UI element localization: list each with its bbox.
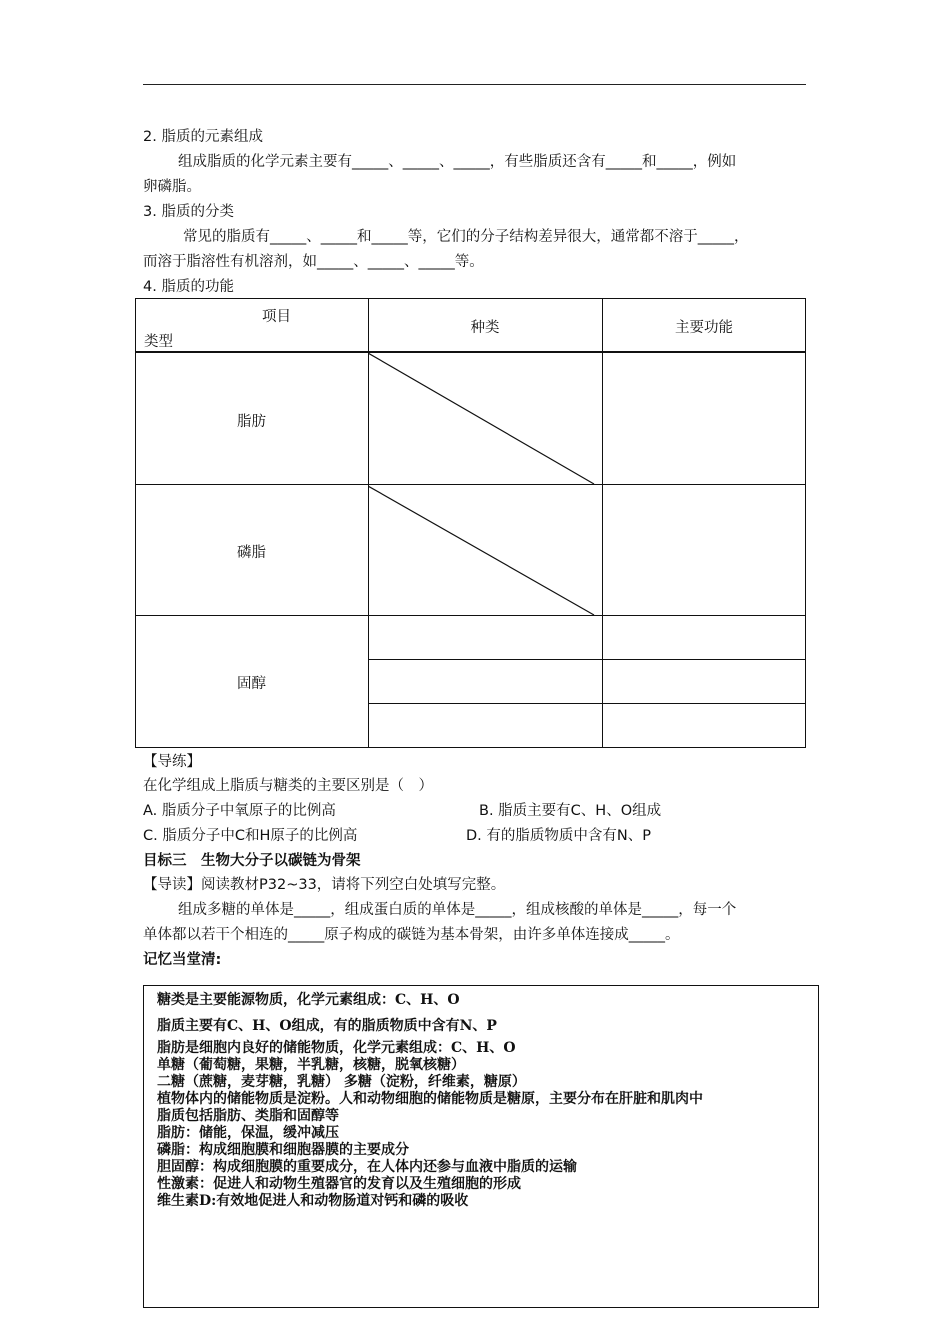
practice-question: 在化学组成上脂质与糖类的主要区别是（ ） — [143, 778, 433, 794]
section4-heading: 4. 脂质的功能 — [143, 279, 234, 295]
memory-heading: 记忆当堂清: — [143, 952, 222, 968]
memory-line: 脂质主要有C、H、O组成，有的脂质物质中含有N、P — [157, 1018, 497, 1034]
memory-line: 性激素：促进人和动物生殖器官的发育以及生殖细胞的形成 — [157, 1176, 521, 1192]
option-d: D. 有的脂质物质中含有N、P — [466, 828, 651, 844]
top-rule — [143, 84, 806, 85]
table-header-type: 类型 — [144, 334, 173, 350]
table-diagonal-lines — [368, 351, 602, 616]
goal3-line1: 组成多糖的单体是_____，组成蛋白质的单体是_____，组成核酸的单体是_____，每一个 — [178, 902, 737, 918]
diagonal-fat — [368, 353, 594, 484]
table-header-kind: 种类 — [470, 320, 500, 336]
section3-heading: 3. 脂质的分类 — [143, 204, 234, 220]
table-header-function: 主要功能 — [675, 320, 733, 336]
practice-label: 【导练】 — [143, 754, 201, 770]
memory-line: 植物体内的储能物质是淀粉。人和动物细胞的储能物质是糖原，主要分布在肝脏和肌肉中 — [157, 1091, 703, 1107]
memory-line: 脂质包括脂肪、类脂和固醇等 — [157, 1108, 339, 1124]
option-b: B. 脂质主要有C、H、O组成 — [479, 803, 662, 819]
memory-line: 胆固醇：构成细胞膜的重要成分，在人体内还参与血液中脂质的运输 — [157, 1159, 577, 1175]
goal3-line2: 单体都以若干个相连的_____原子构成的碳链为基本骨架，由许多单体连接成_____。 — [143, 927, 680, 943]
section2-line2: 卵磷脂。 — [143, 179, 201, 195]
section3-line2: 而溶于脂溶性有机溶剂，如_____、_____、_____等。 — [143, 254, 484, 270]
memory-line: 磷脂：构成细胞膜和细胞器膜的主要成分 — [157, 1142, 409, 1158]
table-subrow-divider-1 — [368, 659, 806, 660]
goal3-heading: 目标三 生物大分子以碳链为骨架 — [143, 853, 361, 869]
memory-line: 维生素D:有效地促进人和动物肠道对钙和磷的吸收 — [157, 1193, 469, 1209]
diagonal-phospholipid — [368, 486, 594, 615]
option-c: C. 脂质分子中C和H原子的比例高 — [143, 828, 358, 844]
section2-line1: 组成脂质的化学元素主要有_____、_____、_____，有些脂质还含有_____和_____，例如 — [178, 154, 737, 170]
memory-line: 脂肪：储能，保温，缓冲减压 — [157, 1125, 339, 1141]
table-row-fat: 脂肪 — [237, 414, 266, 430]
goal3-guide: 【导读】阅读教材P32~33，请将下列空白处填写完整。 — [143, 877, 506, 893]
memory-line: 脂肪是细胞内良好的储能物质，化学元素组成：C、H、O — [157, 1040, 516, 1056]
table-row-sterol: 固醇 — [237, 676, 266, 692]
section2-heading: 2. 脂质的元素组成 — [143, 129, 263, 145]
memory-line: 糖类是主要能源物质，化学元素组成：C、H、O — [157, 992, 460, 1008]
memory-line: 单糖（葡萄糖，果糖，半乳糖，核糖，脱氧核糖） — [157, 1057, 465, 1073]
option-a: A. 脂质分子中氧原子的比例高 — [143, 803, 336, 819]
table-subrow-divider-2 — [368, 703, 806, 704]
table-row-phospholipid: 磷脂 — [237, 545, 266, 561]
table-col-divider-2 — [602, 298, 603, 748]
table-header-item: 项目 — [262, 309, 291, 325]
section3-line1: 常见的脂质有_____、_____和_____等，它们的分子结构差异很大，通常都不溶于_____， — [183, 229, 749, 245]
memory-line: 二糖（蔗糖，麦芽糖，乳糖） 多糖（淀粉，纤维素，糖原） — [157, 1074, 526, 1090]
